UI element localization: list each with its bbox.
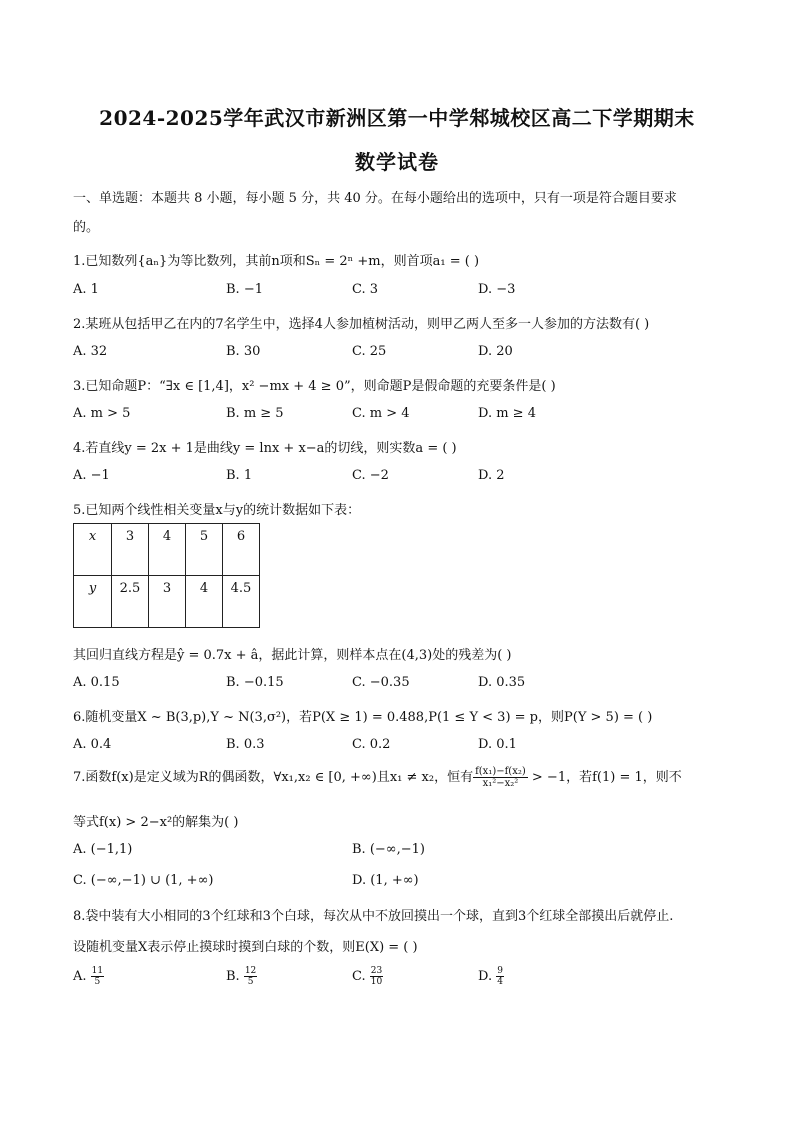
table-cell: 4 [186, 576, 223, 628]
section-instructions-cont: 的。 [73, 220, 100, 235]
question-7-option-d: D. (1, +∞) [352, 873, 419, 888]
option-label: A. [73, 969, 87, 984]
question-7-fraction [473, 766, 528, 789]
option-fraction [244, 966, 257, 987]
question-6-option-a: A. 0.4 [73, 737, 112, 752]
question-3-option-d: D. m ≥ 4 [478, 406, 536, 421]
option-label: D. [478, 969, 493, 984]
statistics-table [73, 523, 260, 628]
question-1-option-d: D. −3 [478, 282, 516, 297]
question-2-option-b: B. 30 [226, 344, 261, 359]
table-cell: y [74, 576, 112, 628]
table-cell: 2.5 [112, 576, 149, 628]
exam-title: 2024-2025学年武汉市新洲区第一中学邾城校区高二下学期期末 [99, 106, 695, 130]
question-7-stem-part1: 7.函数f(x)是定义域为R的偶函数，∀x₁,x₂ ∈ [0, +∞)且x₁ ≠ x₂，恒有 [73, 770, 474, 785]
question-6-stem: 6.随机变量X ~ B(3,p),Y ~ N(3,σ²)，若P(X ≥ 1) = 0.488,P(1 ≤ Y < 3) = p，则P(Y > 5) = ( ) [73, 710, 653, 725]
question-7-option-a: A. (−1,1) [73, 842, 133, 857]
table-cell: 4 [149, 524, 186, 576]
question-5-option-c: C. −0.35 [352, 675, 410, 690]
question-5-stem-cont: 其回归直线方程是ŷ = 0.7x + â，据此计算，则样本点在(4,3)处的残差为( ) [73, 648, 512, 663]
question-7-option-c: C. (−∞,−1) ∪ (1, +∞) [73, 873, 214, 888]
question-7-option-b: B. (−∞,−1) [352, 842, 425, 857]
table-cell: 3 [112, 524, 149, 576]
question-6-option-c: C. 0.2 [352, 737, 391, 752]
question-1-option-a: A. 1 [73, 282, 99, 297]
fraction-denominator: 5 [94, 977, 101, 987]
question-8-stem: 8.袋中装有大小相同的3个红球和3个白球，每次从中不放回摸出一个球，直到3个红球全部摸出后就停止. [73, 909, 674, 924]
question-3-option-a: A. m > 5 [73, 406, 131, 421]
question-4-option-d: D. 2 [478, 468, 505, 483]
fraction-denominator: 4 [497, 977, 503, 987]
question-2-option-d: D. 20 [478, 344, 513, 359]
fraction-denominator: 10 [370, 977, 383, 987]
question-1-stem: 1.已知数列{aₙ}为等比数列，其前n项和Sₙ = 2ⁿ +m，则首项a₁ = ( ) [73, 254, 480, 269]
table-cell: x [74, 524, 112, 576]
question-5-option-a: A. 0.15 [73, 675, 120, 690]
question-3-option-c: C. m > 4 [352, 406, 410, 421]
fraction-numerator: f(x₁)−f(x₂) [475, 766, 526, 777]
question-5-option-b: B. −0.15 [226, 675, 284, 690]
question-6-option-d: D. 0.1 [478, 737, 517, 752]
question-7-stem-part2: > −1，若f(1) = 1，则不 [527, 770, 682, 785]
question-3-stem: 3.已知命题P：“∃x ∈ [1,4]，x² −mx + 4 ≥ 0”，则命题P是假命题的充要条件是( ) [73, 379, 556, 394]
option-label: C. [352, 969, 366, 984]
question-4-option-b: B. 1 [226, 468, 253, 483]
question-4-option-c: C. −2 [352, 468, 389, 483]
table-cell: 5 [186, 524, 223, 576]
option-label: B. [226, 969, 240, 984]
exam-subtitle: 数学试卷 [355, 150, 439, 174]
table-row-y [74, 576, 260, 628]
question-8-option-c [352, 966, 383, 987]
table-cell: 3 [149, 576, 186, 628]
fraction-denominator: 5 [247, 977, 254, 987]
question-3-option-b: B. m ≥ 5 [226, 406, 284, 421]
fraction-numerator: 9 [497, 966, 503, 976]
question-7-stem [73, 766, 682, 789]
table-cell: 4.5 [223, 576, 260, 628]
fraction-numerator: 11 [91, 966, 104, 976]
question-8-option-a [73, 966, 104, 987]
question-2-option-c: C. 25 [352, 344, 387, 359]
question-7-stem-cont: 等式f(x) > 2−x²的解集为( ) [73, 815, 239, 830]
table-cell: 6 [223, 524, 260, 576]
question-2-stem: 2.某班从包括甲乙在内的7名学生中，选择4人参加植树活动，则甲乙两人至多一人参加的方法数有( ) [73, 317, 650, 332]
section-instructions: 一、单选题：本题共 8 小题，每小题 5 分，共 40 分。在每小题给出的选项中，只有一项是符合题目要求 [73, 191, 677, 206]
question-5-stem: 5.已知两个线性相关变量x与y的统计数据如下表： [73, 503, 361, 518]
question-1-option-b: B. −1 [226, 282, 263, 297]
fraction-numerator: 23 [370, 966, 383, 976]
question-4-option-a: A. −1 [73, 468, 110, 483]
option-fraction [370, 966, 383, 987]
fraction-numerator: 12 [244, 966, 257, 976]
question-4-stem: 4.若直线y = 2x + 1是曲线y = lnx + x−a的切线，则实数a = ( ) [73, 441, 457, 456]
question-2-option-a: A. 32 [73, 344, 108, 359]
option-fraction [91, 966, 104, 987]
question-5-option-d: D. 0.35 [478, 675, 526, 690]
option-fraction [496, 966, 504, 987]
fraction-denominator: x₁²−x₂² [482, 778, 519, 789]
table-row-x [74, 524, 260, 576]
question-1-option-c: C. 3 [352, 282, 379, 297]
question-6-option-b: B. 0.3 [226, 737, 265, 752]
question-8-option-b [226, 966, 257, 987]
question-8-option-d [478, 966, 504, 987]
question-8-stem-cont: 设随机变量X表示停止摸球时摸到白球的个数，则E(X) = ( ) [73, 940, 418, 955]
